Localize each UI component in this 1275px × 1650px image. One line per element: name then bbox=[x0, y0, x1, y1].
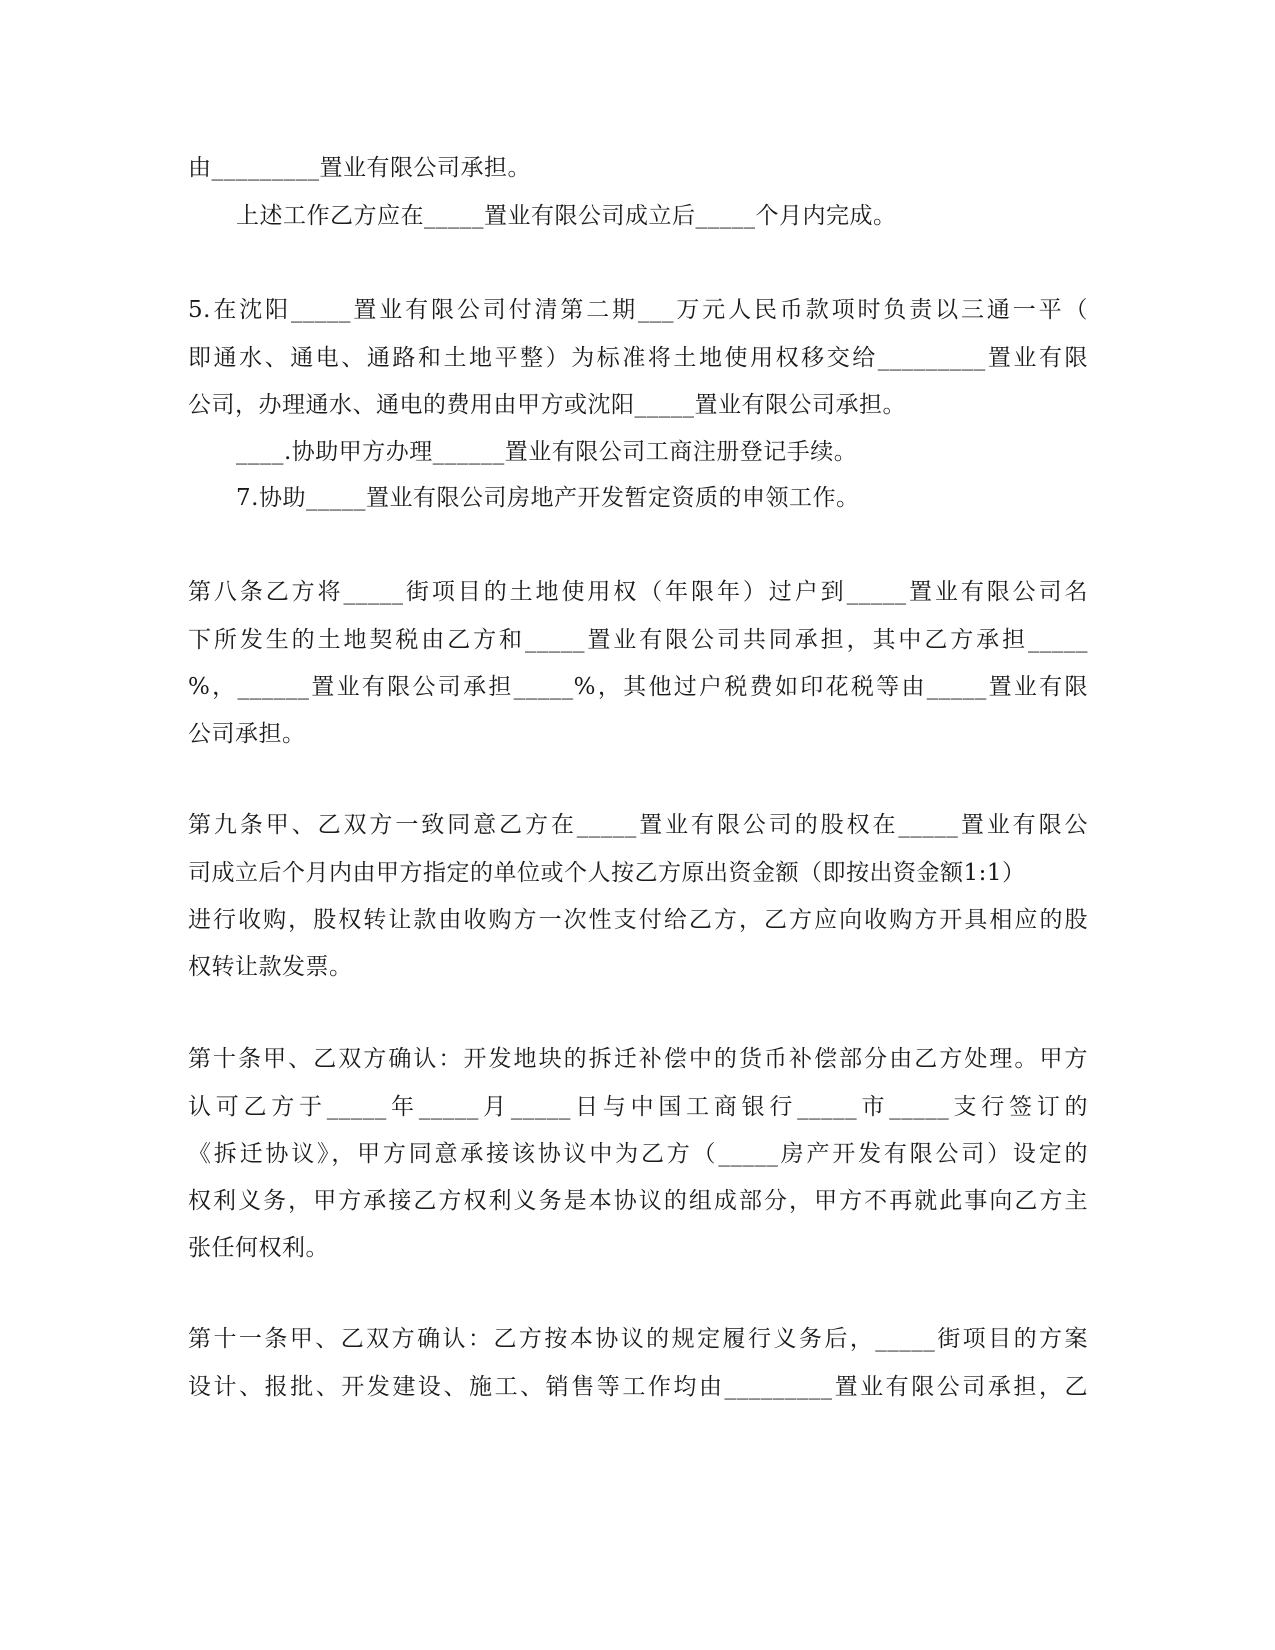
text-line: 《拆迁协议》，甲方同意承接该协议中为乙方（_____房产开发有限公司）设定的 bbox=[188, 1141, 1088, 1167]
text-line: 公司，办理通水、通电的费用由甲方或沈阳_____置业有限公司承担。 bbox=[188, 392, 906, 418]
text-line: 公司承担。 bbox=[188, 721, 306, 747]
text-line: 即通水、通电、通路和土地平整）为标准将土地使用权移交给_________置业有限 bbox=[188, 345, 1088, 371]
text-line: 权转让款发票。 bbox=[188, 954, 353, 980]
text-line: 上述工作乙方应在_____置业有限公司成立后_____个月内完成。 bbox=[236, 203, 897, 229]
text-line: %，______置业有限公司承担_____%，其他过户税费如印花税等由_____置业有限 bbox=[188, 674, 1088, 700]
text-line: 司成立后个月内由甲方指定的单位或个人按乙方原出资金额（即按出资金额1:1） bbox=[188, 860, 1026, 886]
text-line: 由_________置业有限公司承担。 bbox=[188, 155, 531, 181]
text-line: 认可乙方于_____年_____月_____日与中国工商银行_____市_____支行签订的 bbox=[188, 1094, 1088, 1120]
text-line: 下所发生的土地契税由乙方和_____置业有限公司共同承担，其中乙方承担_____ bbox=[188, 627, 1088, 653]
text-line: 5.在沈阳_____置业有限公司付清第二期___万元人民币款项时负责以三通一平（ bbox=[188, 297, 1088, 323]
text-line: 设计、报批、开发建设、施工、销售等工作均由_________置业有限公司承担，乙 bbox=[188, 1374, 1088, 1400]
text-line: 第十一条甲、乙双方确认：乙方按本协议的规定履行义务后，_____街项目的方案 bbox=[188, 1326, 1088, 1352]
text-line: 权利义务，甲方承接乙方权利义务是本协议的组成部分，甲方不再就此事向乙方主 bbox=[188, 1188, 1088, 1214]
text-line: 第八条乙方将_____街项目的土地使用权（年限年）过户到_____置业有限公司名 bbox=[188, 579, 1088, 605]
text-line: 张任何权利。 bbox=[188, 1235, 329, 1261]
text-line: 7.协助_____置业有限公司房地产开发暂定资质的申领工作。 bbox=[236, 485, 860, 511]
text-line: 第九条甲、乙双方一致同意乙方在_____置业有限公司的股权在_____置业有限公 bbox=[188, 812, 1088, 838]
text-line: 第十条甲、乙双方确认：开发地块的拆迁补偿中的货币补偿部分由乙方处理。甲方 bbox=[188, 1046, 1088, 1072]
text-line: 进行收购，股权转让款由收购方一次性支付给乙方，乙方应向收购方开具相应的股 bbox=[188, 907, 1088, 933]
text-line: ____.协助甲方办理______置业有限公司工商注册登记手续。 bbox=[236, 439, 858, 465]
